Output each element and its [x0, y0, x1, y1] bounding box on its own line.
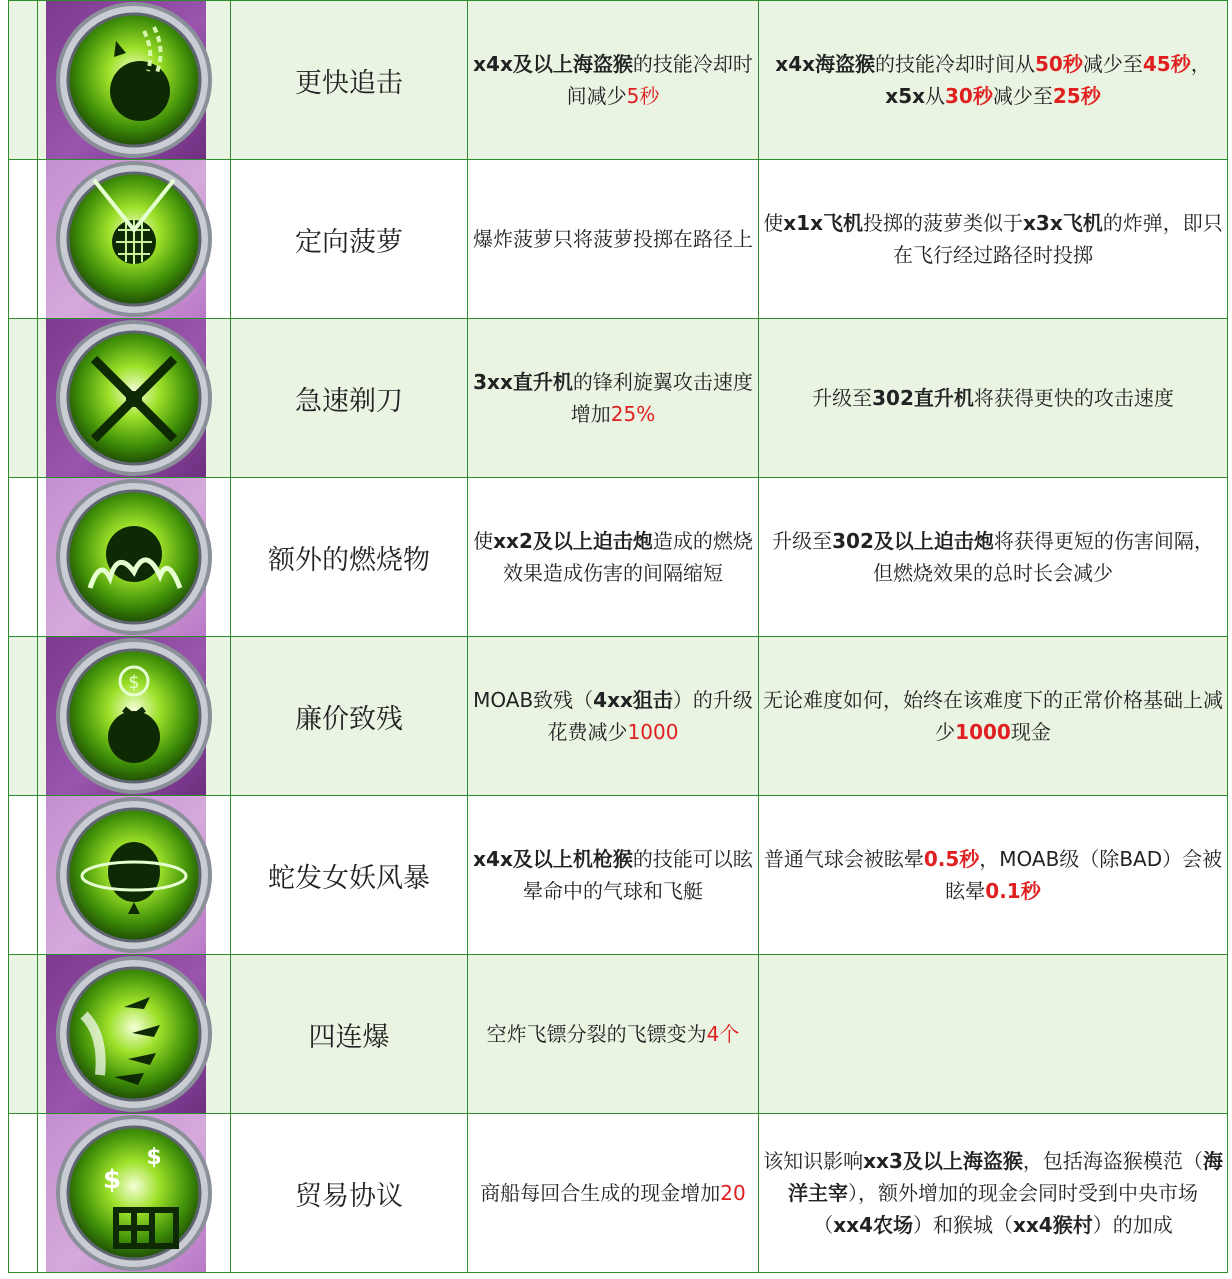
- effect-text-segment: ）的升级花费减少: [547, 688, 753, 744]
- detail-text-segment: 302直升机: [872, 386, 974, 410]
- icon-background: [46, 478, 206, 636]
- detail-text-segment: 升级至: [772, 529, 833, 553]
- detail-text-segment: 从: [925, 84, 946, 108]
- effect-cell: [468, 160, 759, 319]
- icon-cell: [38, 478, 231, 637]
- knowledge-name: 定向菠萝: [231, 160, 468, 319]
- effect-text-segment: 4个: [706, 1022, 740, 1046]
- detail-text-segment: 海洋主宰: [788, 1149, 1223, 1205]
- effect-cell: [468, 796, 759, 955]
- icon-cell: [38, 955, 231, 1114]
- effect-text-segment: MOAB致残（: [473, 688, 594, 712]
- detail-text-segment: x3x飞机: [1023, 211, 1103, 235]
- rotor-blades-icon: [46, 319, 222, 477]
- knowledge-name: 更快追击: [231, 1, 468, 160]
- detail-text-segment: 25秒: [1052, 84, 1101, 108]
- darts-burst-icon: [46, 955, 222, 1113]
- detail-text-segment: ）和猴城（: [913, 1213, 1013, 1237]
- icon-background: [46, 637, 206, 795]
- detail-cell: [759, 796, 1228, 955]
- knowledge-table: [8, 0, 1228, 1273]
- pineapple-target-icon: [46, 160, 222, 318]
- effect-cell: [468, 319, 759, 478]
- detail-text-segment: 减少至: [992, 84, 1053, 108]
- effect-text-segment: 的技能可以眩晕命中的气球和飞艇: [523, 847, 753, 903]
- detail-text-segment: 1000: [955, 720, 1011, 744]
- detail-text-segment: 现金: [1010, 720, 1051, 744]
- chain-ball-icon: [46, 1, 222, 159]
- icon-background: [46, 160, 206, 318]
- table-row: [9, 1114, 1228, 1273]
- svg-text:$: $: [128, 672, 140, 693]
- effect-cell: [468, 955, 759, 1114]
- row-edge-cell: [9, 1, 38, 160]
- detail-text-segment: 的技能冷却时间从: [875, 52, 1036, 76]
- effect-text-segment: 5秒: [626, 84, 660, 108]
- icon-background: [46, 1, 206, 159]
- table-row: [9, 955, 1228, 1114]
- knowledge-name: 四连爆: [231, 955, 468, 1114]
- effect-text-segment: 的技能冷却时间减少: [566, 52, 753, 108]
- icon-cell: [38, 1114, 231, 1273]
- table-row: [9, 796, 1228, 955]
- cheap-bomb-icon: [46, 637, 222, 795]
- row-edge-cell: [9, 1114, 38, 1273]
- detail-cell: [759, 637, 1228, 796]
- effect-text-segment: 25%: [610, 402, 656, 426]
- effect-text-segment: 20: [720, 1181, 746, 1205]
- detail-text-segment: 减少至: [1082, 52, 1143, 76]
- effect-text-segment: 爆炸菠萝只将菠萝投掷在路径上: [473, 227, 753, 251]
- detail-text-segment: 将获得更快的攻击速度: [973, 386, 1174, 410]
- table-row: [9, 319, 1228, 478]
- effect-text-segment: 4xx狙击: [593, 688, 673, 712]
- icon-cell: [38, 319, 231, 478]
- stun-balloon-icon: [46, 796, 222, 954]
- detail-text-segment: 使: [763, 211, 784, 235]
- effect-text-segment: 商船每回合生成的现金增加: [480, 1181, 721, 1205]
- knowledge-name: 廉价致残: [231, 637, 468, 796]
- detail-text-segment: xx4农场: [833, 1213, 913, 1237]
- burning-shell-icon: [46, 478, 222, 636]
- detail-text-segment: xx4猴村: [1013, 1213, 1093, 1237]
- table-row: [9, 637, 1228, 796]
- detail-text-segment: 该知识影响: [763, 1149, 864, 1173]
- effect-text-segment: xx2及以上迫击炮: [493, 529, 653, 553]
- detail-text-segment: 无论难度如何，始终在该难度下的正常价格基础上减少: [763, 688, 1223, 744]
- knowledge-name: 贸易协议: [231, 1114, 468, 1273]
- detail-cell: [759, 319, 1228, 478]
- detail-text-segment: ），额外增加的现金会同时受到中央市场（: [813, 1181, 1198, 1237]
- detail-cell: [759, 478, 1228, 637]
- table-row: [9, 1, 1228, 160]
- effect-text-segment: x4x及以上海盗猴: [473, 52, 633, 76]
- detail-text-segment: ，包括海盗猴模范（: [1022, 1149, 1203, 1173]
- effect-cell: [468, 1, 759, 160]
- effect-text-segment: 使: [473, 529, 494, 553]
- knowledge-name: 额外的燃烧物: [231, 478, 468, 637]
- detail-text-segment: 将获得更短的伤害间隔，但燃烧效果的总时长会减少: [873, 529, 1214, 585]
- icon-cell: [38, 796, 231, 955]
- detail-cell: [759, 1, 1228, 160]
- detail-text-segment: xx3及以上海盗猴: [863, 1149, 1023, 1173]
- detail-cell: [759, 160, 1228, 319]
- effect-text-segment: 造成的燃烧效果造成伤害的间隔缩短: [503, 529, 753, 585]
- icon-background: [46, 1114, 206, 1272]
- knowledge-name: 急速剃刀: [231, 319, 468, 478]
- effect-cell: [468, 637, 759, 796]
- icon-background: [46, 955, 206, 1113]
- effect-text-segment: 3xx直升机: [473, 370, 573, 394]
- icon-cell: [38, 1, 231, 160]
- detail-text-segment: 45秒: [1142, 52, 1191, 76]
- detail-text-segment: x5x: [885, 84, 926, 108]
- table-row: [9, 160, 1228, 319]
- table-row: [9, 478, 1228, 637]
- detail-text-segment: ，: [1190, 52, 1211, 76]
- effect-text-segment: x4x及以上机枪猴: [473, 847, 633, 871]
- row-edge-cell: [9, 160, 38, 319]
- detail-text-segment: 投掷的菠萝类似于: [863, 211, 1023, 235]
- icon-background: [46, 319, 206, 477]
- detail-cell: [759, 955, 1228, 1114]
- svg-text:$: $: [102, 1165, 122, 1195]
- trade-crates-icon: [46, 1114, 222, 1272]
- icon-cell: [38, 637, 231, 796]
- detail-text-segment: 普通气球会被眩晕: [763, 847, 924, 871]
- detail-text-segment: x1x飞机: [783, 211, 863, 235]
- row-edge-cell: [9, 796, 38, 955]
- row-edge-cell: [9, 319, 38, 478]
- detail-text-segment: 30秒: [945, 84, 993, 108]
- detail-text-segment: ，MOAB级（除BAD）会被眩晕: [945, 847, 1223, 903]
- detail-text-segment: 0.5秒: [923, 847, 980, 871]
- effect-cell: [468, 1114, 759, 1273]
- detail-text-segment: 50秒: [1035, 52, 1083, 76]
- detail-text-segment: 302及以上迫击炮: [832, 529, 994, 553]
- detail-text-segment: x4x海盗猴: [775, 52, 876, 76]
- row-edge-cell: [9, 637, 38, 796]
- effect-cell: [468, 478, 759, 637]
- detail-text-segment: ）的加成: [1092, 1213, 1173, 1237]
- icon-background: [46, 796, 206, 954]
- detail-text-segment: 0.1秒: [985, 879, 1041, 903]
- icon-cell: [38, 160, 231, 319]
- effect-text-segment: 的锋利旋翼攻击速度增加: [570, 370, 753, 426]
- svg-text:$: $: [146, 1145, 162, 1170]
- detail-cell: [759, 1114, 1228, 1273]
- effect-text-segment: 空炸飞镖分裂的飞镖变为: [486, 1022, 707, 1046]
- knowledge-name: 蛇发女妖风暴: [231, 796, 468, 955]
- detail-text-segment: 的炸弹，即只在飞行经过路径时投掷: [893, 211, 1223, 267]
- row-edge-cell: [9, 478, 38, 637]
- detail-text-segment: 升级至: [812, 386, 873, 410]
- row-edge-cell: [9, 955, 38, 1114]
- effect-text-segment: 1000: [627, 720, 679, 744]
